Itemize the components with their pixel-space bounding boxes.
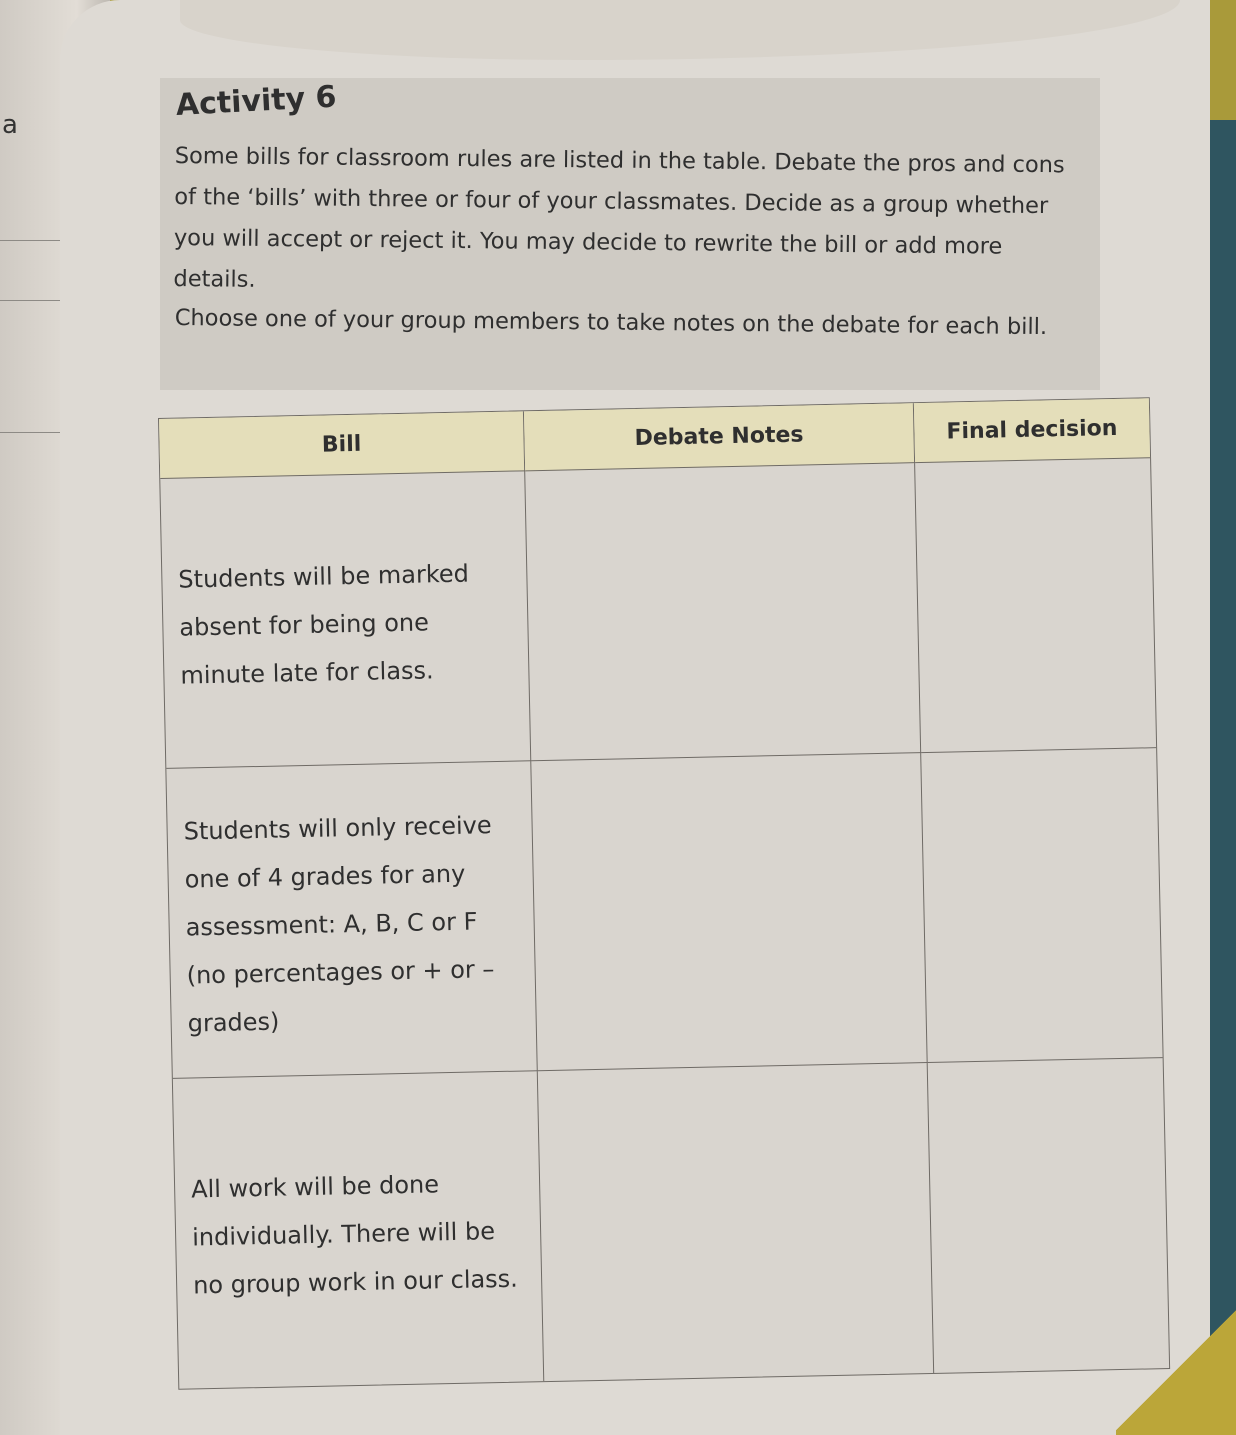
margin-rule xyxy=(0,432,60,433)
header-debate-notes: Debate Notes xyxy=(524,403,915,471)
final-decision-cell[interactable] xyxy=(915,458,1156,753)
margin-letter: a xyxy=(2,110,18,140)
bills-table xyxy=(158,397,1170,1390)
bill-cell: Students will be marked absent for being one minute late for class. xyxy=(160,471,531,769)
activity-title: Activity 6 xyxy=(175,79,338,123)
debate-notes-cell[interactable] xyxy=(525,463,921,761)
bill-cell: All work will be done individually. There will be no group work in our class. xyxy=(173,1071,544,1389)
final-decision-cell[interactable] xyxy=(928,1058,1169,1373)
header-bill: Bill xyxy=(159,411,525,479)
debate-notes-cell[interactable] xyxy=(538,1063,934,1381)
bill-cell: Students will only receive one of 4 grades for any assessment: A, B, C or F (no percentages or + or – grades) xyxy=(166,761,537,1079)
debate-notes-cell[interactable] xyxy=(531,753,927,1071)
margin-rule xyxy=(0,240,60,241)
final-decision-cell[interactable] xyxy=(921,748,1162,1063)
note-taker-instructions: Choose one of your group members to take notes on the debate for each bill. xyxy=(174,304,1048,341)
activity-instructions: Some bills for classroom rules are listed in the table. Debate the pros and cons of the ‘bills’ with three or four of your classmates. Decide as a group whether you will accept or reject it. You may decide to rewrite the bill or add more details. xyxy=(173,142,1065,293)
header-final-decision: Final decision xyxy=(914,398,1150,463)
margin-rule xyxy=(0,300,60,301)
